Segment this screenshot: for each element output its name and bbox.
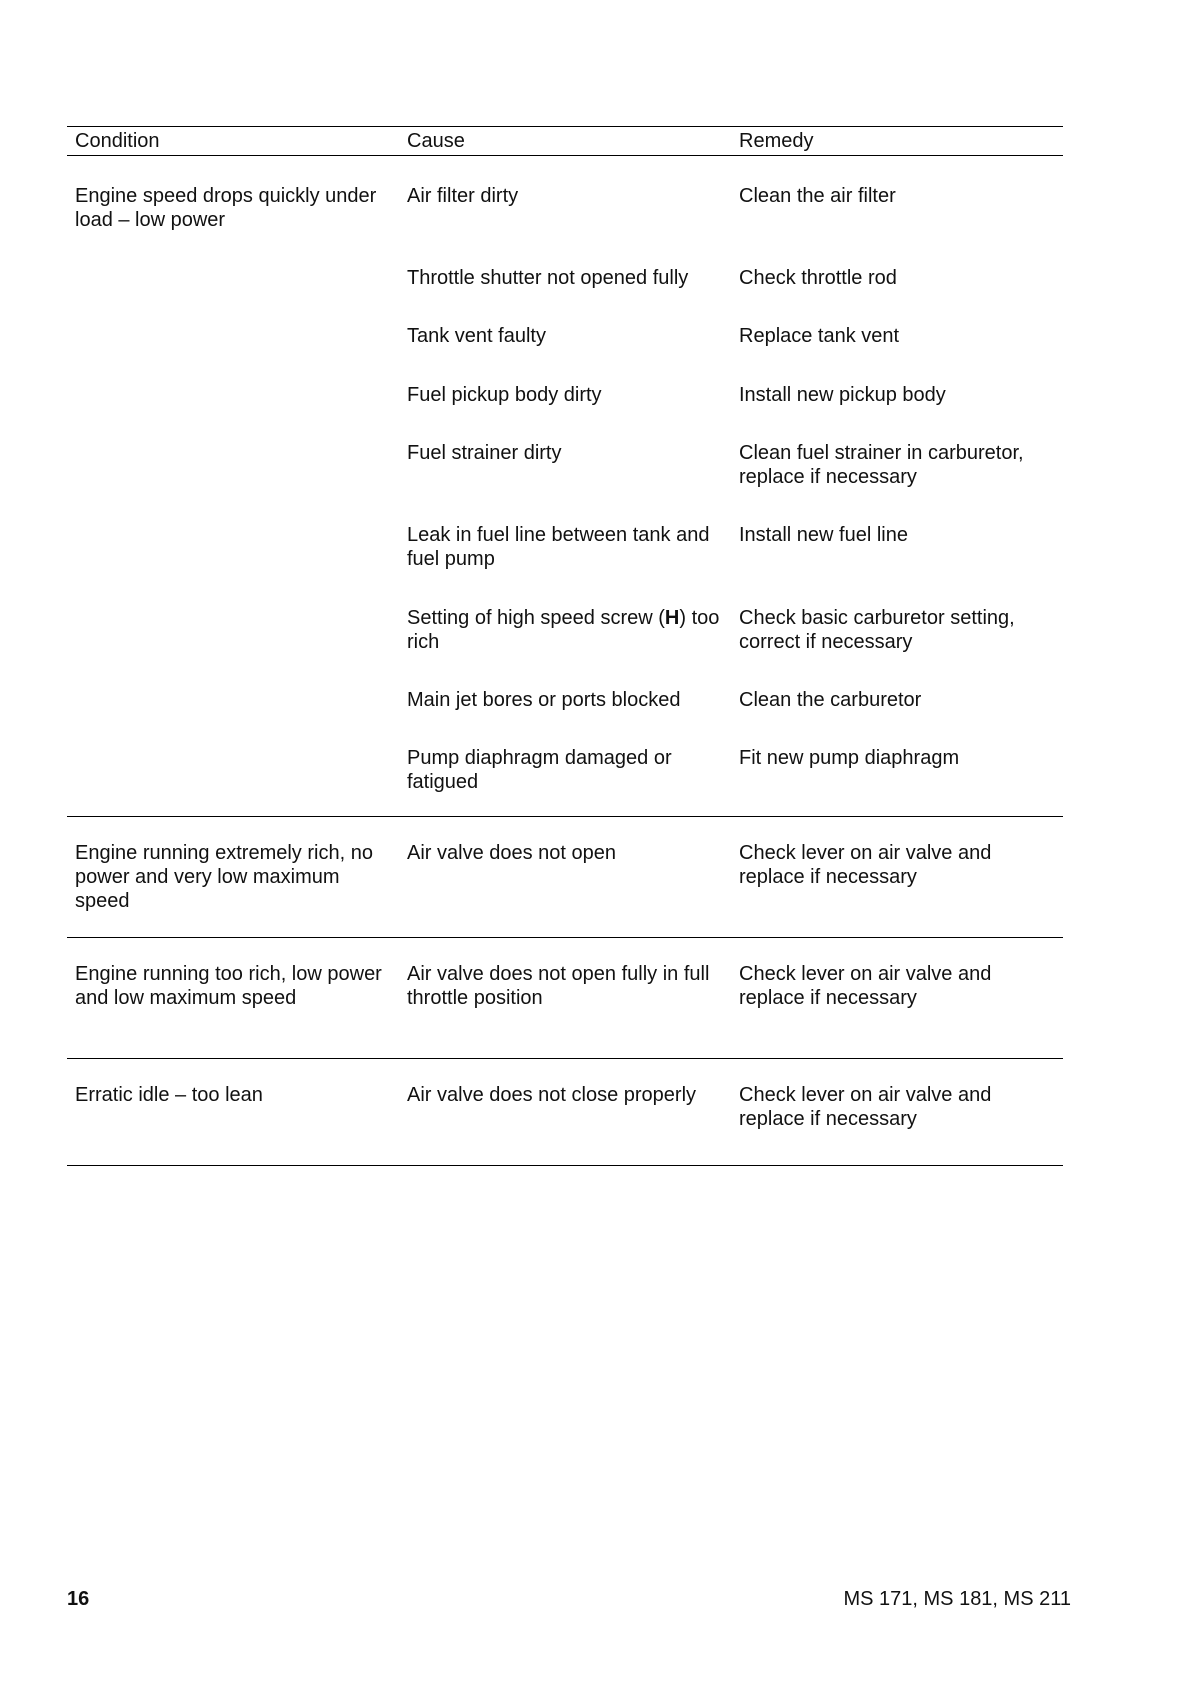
remedy-cell: Clean fuel strainer in carburetor, replace if necessary [739,442,1024,488]
model-list: MS 171, MS 181, MS 211 [843,1588,1071,1610]
cause-text-part: ) too rich [407,607,720,653]
screw-label-h: H [664,607,680,629]
cause-text-part: Setting of high speed screw ( [407,607,665,629]
condition-cell: Engine running too rich, low power and low maximum speed [75,963,382,1009]
cause-cell [399,606,731,688]
condition-cell: Erratic idle – too lean [75,1084,263,1106]
table-row [399,523,1063,606]
cause-cell: Air valve does not open fully in full throttle position [407,963,710,1009]
table-row [399,324,1063,383]
remedy-cell: Install new fuel line [739,524,908,546]
table-group [67,1059,1063,1166]
cause-cell: Throttle shutter not opened fully [407,267,689,289]
page-number: 16 [67,1588,90,1610]
condition-cell: Engine speed drops quickly under load – low power [75,185,377,231]
cause-cell: Fuel strainer dirty [407,442,562,464]
table-row [399,688,1063,746]
remedy-cell: Fit new pump diaphragm [739,747,960,769]
table-row [399,746,1063,794]
remedy-cell: Clean the carburetor [739,689,922,711]
cause-cell: Leak in fuel line between tank and fuel pump [407,524,710,570]
table-row [399,383,1063,441]
table-header [67,126,1063,156]
cause-cell: Fuel pickup body dirty [407,384,602,406]
table-row [399,606,1063,688]
cause-cell: Air filter dirty [407,185,519,207]
remedy-cell: Check lever on air valve and replace if necessary [739,963,992,1009]
cause-cell: Tank vent faulty [407,325,546,347]
remedy-cell: Replace tank vent [739,325,900,347]
header-cause: Cause [407,130,465,152]
table-group [67,817,1063,938]
table-row [399,266,1063,324]
cause-cell: Air valve does not close properly [407,1084,697,1106]
cause-cell: Main jet bores or ports blocked [407,689,681,711]
condition-cell: Engine running extremely rich, no power and very low maximum speed [75,842,373,912]
table-group [67,156,1063,817]
remedy-cell: Check lever on air valve and replace if necessary [739,1084,992,1130]
remedy-cell: Check basic carburetor setting, correct if necessary [739,607,1015,653]
remedy-cell: Clean the air filter [739,185,896,207]
table-row [399,441,1063,523]
remedy-cell: Check lever on air valve and replace if necessary [739,842,992,888]
cause-cell: Pump diaphragm damaged or fatigued [407,747,672,793]
remedy-cell: Check throttle rod [739,267,897,289]
remedy-cell: Install new pickup body [739,384,946,406]
header-remedy: Remedy [739,130,814,152]
troubleshooting-table [67,126,1063,1166]
header-condition: Condition [75,130,160,152]
cause-cell: Air valve does not open [407,842,617,864]
table-row [399,184,1063,266]
table-group [67,938,1063,1059]
